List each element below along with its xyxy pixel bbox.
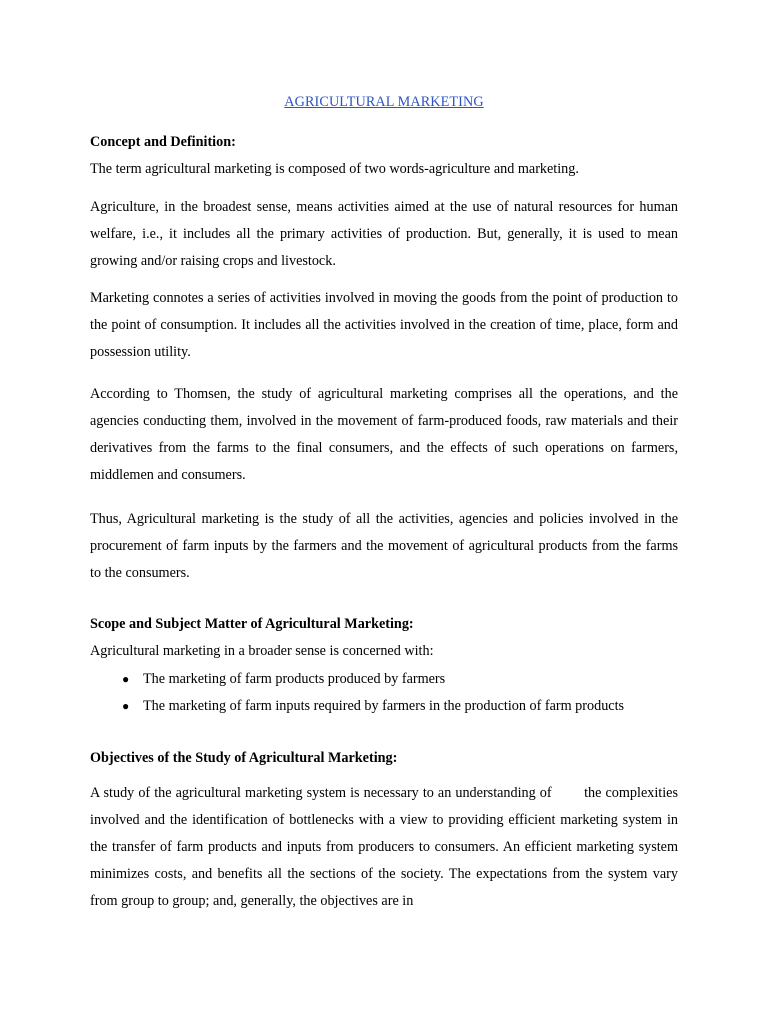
document-title: AGRICULTURAL MARKETING xyxy=(284,94,484,110)
scope-bullet-list xyxy=(90,666,624,720)
concept-paragraph-thomsen: According to Thomsen, the study of agricultural marketing comprises all the operations, and the agencies conducting them, involved in the movement of farm-produced foods, raw materials and their derivatives from the farms to the final consumers, and the effects of such operations on farmers, middlemen and consumers. xyxy=(90,386,678,483)
concept-paragraph-summary: Thus, Agricultural marketing is the study of all the activities, agencies and policies involved in the procurement of farm inputs by the farmers and the movement of agricultural products from the farms to the consumers. xyxy=(90,511,678,581)
scope-heading: Scope and Subject Matter of Agricultural Marketing: xyxy=(90,616,414,632)
list-item xyxy=(90,666,624,693)
objectives-paragraph: A study of the agricultural marketing system is necessary to an understanding of the complexities involved and the identification of bottlenecks with a view to providing efficient marketing system in the transfer of farm products and inputs from producers to consumers. An efficient marketing system minimizes costs, and benefits all the sections of the society. The expectations from the system vary from group to group; and, generally, the objectives are in xyxy=(90,785,682,909)
list-item xyxy=(90,693,624,720)
scope-intro: Agricultural marketing in a broader sense is concerned with: xyxy=(90,643,434,659)
bullet-icon: ● xyxy=(122,699,130,713)
concept-paragraph-marketing: Marketing connotes a series of activities involved in moving the goods from the point of production to the point of consumption. It includes all the activities involved in the creation of time, place, form and possession utility. xyxy=(90,290,678,360)
concept-heading: Concept and Definition: xyxy=(90,134,236,150)
list-item-text: The marketing of farm inputs required by farmers in the production of farm products xyxy=(143,698,625,714)
concept-paragraph-agriculture: Agriculture, in the broadest sense, means activities aimed at the use of natural resources for human welfare, i.e., it includes all the primary activities of production. But, generally, it is used to mean growing and/or raising crops and livestock. xyxy=(90,199,678,269)
concept-intro: The term agricultural marketing is composed of two words-agriculture and marketing. xyxy=(90,161,579,177)
objectives-heading: Objectives of the Study of Agricultural Marketing: xyxy=(90,750,398,766)
list-item-text: The marketing of farm products produced by farmers xyxy=(143,671,446,687)
bullet-icon: ● xyxy=(122,672,130,686)
